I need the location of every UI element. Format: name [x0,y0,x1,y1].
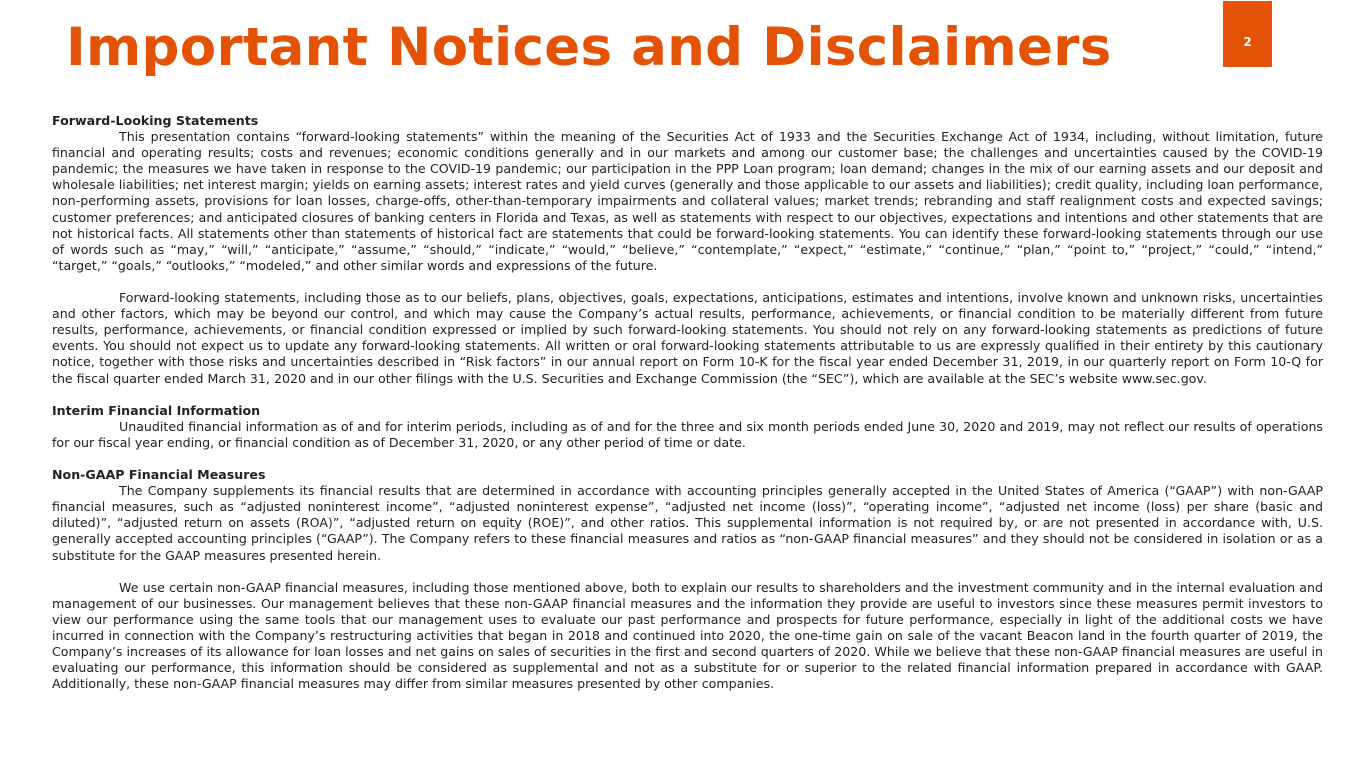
forward-looking-section [52,113,1323,387]
section-heading: Forward-Looking Statements [52,113,259,128]
page-title: Important Notices and Disclaimers [66,17,1112,78]
disclaimer-body [52,113,1323,692]
paragraph: We use certain non-GAAP financial measures, including those mentioned above, both to explain our results to shareholders and the investment community and in the internal evaluation and management of our businesses. Our management believes that these non-GAAP financial measures and the information they provide are useful to investors since these measures permit investors to view our performance using the same tools that our management uses to evaluate our past performance and prospects for future performance, especially in light of the additional costs we have incurred in connection with the Company’s restructuring activities that began in 2018 and continued into 2020, the one-time gain on sale of the vacant Beacon land in the fourth quarter of 2019, the Company’s increases of its allowance for loan losses and net gains on sales of securities in the first and second quarters of 2020. While we believe that these non-GAAP financial measures are useful in evaluating our performance, this information should be considered as supplemental and not as a substitute for or superior to the related financial information prepared in accordance with GAAP. Additionally, these non-GAAP financial measures may differ from similar measures presented by other companies. [52,579,1323,692]
interim-financial-section [52,403,1323,451]
section-heading: Non-GAAP Financial Measures [52,467,266,483]
page-number-badge: 2 [1223,1,1272,67]
section-heading: Interim Financial Information [52,402,261,418]
paragraph: Forward-looking statements, including those as to our beliefs, plans, objectives, goals, expectations, anticipations, estimates and intentions, involve known and unknown risks, uncertainties and other factors, which may be beyond our control, and which may cause the Company’s actual results, performance, achievements, or financial condition to be materially different from future results, performance, achievements, or financial condition expressed or implied by such forward-looking statements. You should not rely on any forward-looking statements as predictions of future events. You should not expect us to update any forward-looking statements. All written or oral forward-looking statements attributable to us are expressly qualified in their entirety by this cautionary notice, together with those risks and uncertainties described in “Risk factors” in our annual report on Form 10-K for the fiscal year ended December 31, 2019, in our quarterly report on Form 10-Q for the fiscal quarter ended March 31, 2020 and in our other filings with the U.S. Securities and Exchange Commission (the “SEC”), which are available at the SEC’s website www.sec.gov. [52,290,1323,386]
paragraph: This presentation contains “forward-looking statements” within the meaning of the Securities Act of 1933 and the Securities Exchange Act of 1934, including, without limitation, future financial and operating results; costs and revenues; economic conditions generally and in our markets and among our customer base; the challenges and uncertainties caused by the COVID-19 pandemic; the measures we have taken in response to the COVID-19 pandemic; our participation in the PPP Loan program; loan demand; changes in the mix of our earning assets and our deposit and wholesale liabilities; net interest margin; yields on earning assets; interest rates and yield curves (generally and those applicable to our assets and liabilities); credit quality, including loan performance, non-performing assets, provisions for loan losses, charge-offs, other-than-temporary impairments and collateral values; market trends; rebranding and staff realignment costs and expected savings; customer preferences; and anticipated closures of banking centers in Florida and Texas, as well as statements with respect to our objectives, expectations and intentions and other statements that are not historical facts. All statements other than statements of historical fact are statements that could be forward-looking statements. You can identify these forward-looking statements through our use of words such as “may,” “will,” “anticipate,” “assume,” “should,” “indicate,” “would,” “believe,” “contemplate,” “expect,” “estimate,” “continue,” “plan,” “point to,” “project,” “could,” “intend,” “target,” “goals,” “outlooks,” “modeled,” and other similar words and expressions of the future. [52,129,1323,273]
paragraph: The Company supplements its financial results that are determined in accordance with accounting principles generally accepted in the United States of America (“GAAP”) with non-GAAP financial measures, such as “adjusted noninterest income”, “adjusted noninterest expense”, “adjusted net income (loss)”, “operating income”, “adjusted net income (loss) per share (basic and diluted)”, “adjusted return on assets (ROA)”, “adjusted return on equity (ROE)”, and other ratios. This supplemental information is not required by, or are not presented in accordance with, U.S. generally accepted accounting principles (“GAAP”). The Company refers to these financial measures and ratios as “non-GAAP financial measures” and they should not be considered in isolation or as a substitute for the GAAP measures presented herein. [52,483,1323,563]
paragraph: Unaudited financial information as of and for interim periods, including as of and for the three and six month periods ended June 30, 2020 and 2019, may not reflect our results of operations for our fiscal year ending, or financial condition as of December 31, 2020, or any other period of time or date. [52,418,1323,450]
non-gaap-section [52,467,1323,692]
